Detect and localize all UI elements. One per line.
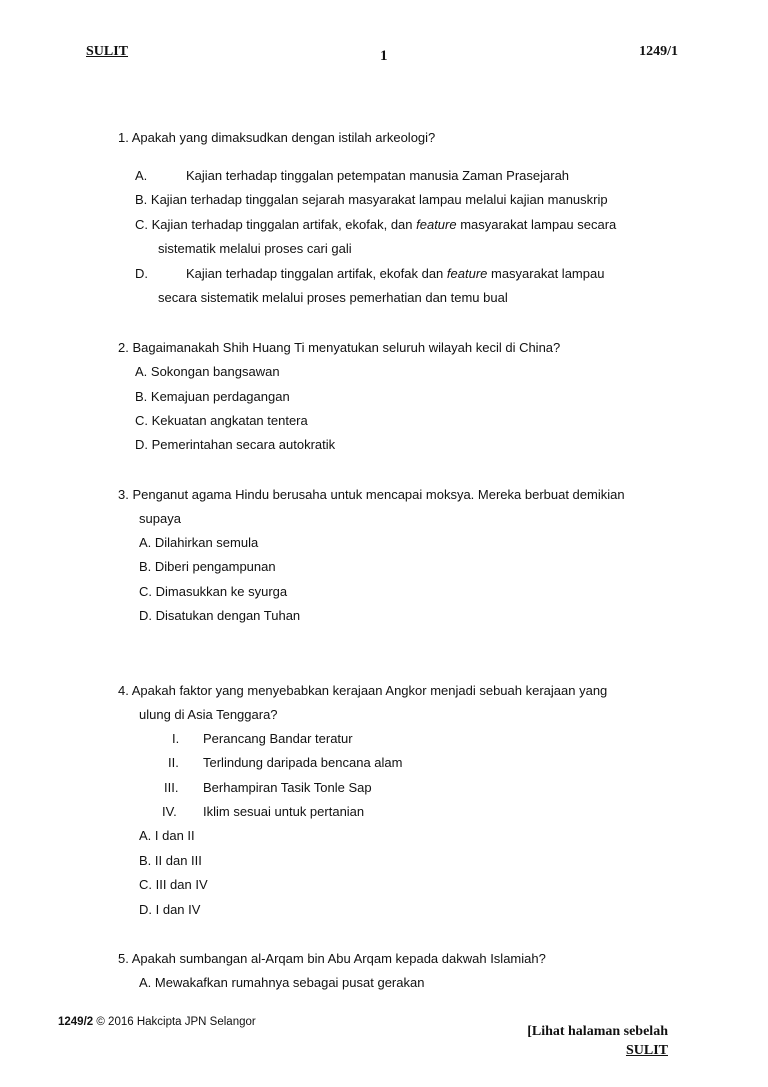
q4-statement-3-num: III. (164, 780, 179, 795)
q4-option-c: C. III dan IV (139, 877, 208, 892)
footer-next-page (527, 1022, 668, 1060)
q4-stem: 4. Apakah faktor yang menyebabkan kerajaan Angkor menjadi sebuah kerajaan yang (118, 683, 608, 698)
q4-statement-2: Terlindung daripada bencana alam (203, 755, 403, 770)
q4-stem-cont: ulung di Asia Tenggara? (139, 707, 278, 722)
q4-statement-1: Perancang Bandar teratur (203, 731, 353, 746)
q1-option-d-cont: secara sistematik melalui proses pemerhatian dan temu bual (158, 290, 508, 305)
q3-stem: 3. Penganut agama Hindu berusaha untuk mencapai moksya. Mereka berbuat demikian (118, 487, 625, 502)
q4-statement-4-num: IV. (162, 804, 177, 819)
q3-stem-cont: supaya (139, 511, 181, 526)
footer-classification: SULIT (625, 1043, 668, 1058)
q3-option-c: C. Dimasukkan ke syurga (139, 584, 288, 599)
q4-option-d: D. I dan IV (139, 902, 201, 917)
header-classification: SULIT (86, 44, 129, 59)
q2-stem: 2. Bagaimanakah Shih Huang Ti menyatukan seluruh wilayah kecil di China? (118, 340, 561, 355)
q1-option-a-label: A. (135, 168, 148, 183)
q1-option-b: B. Kajian terhadap tinggalan sejarah masyarakat lampau melalui kajian manuskrip (135, 192, 608, 207)
q2-option-d: D. Pemerintahan secara autokratik (135, 437, 336, 452)
q4-statement-1-num: I. (172, 731, 180, 746)
next-page-note: [Lihat halaman sebelah (527, 1024, 668, 1039)
q1-stem: 1. Apakah yang dimaksudkan dengan istilah arkeologi? (118, 130, 436, 145)
q1-option-d: Kajian terhadap tinggalan artifak, ekofak dan feature masyarakat lampau (186, 266, 605, 281)
q4-option-a: A. I dan II (139, 828, 195, 843)
q5-stem: 5. Apakah sumbangan al-Arqam bin Abu Arqam kepada dakwah Islamiah? (118, 951, 546, 966)
q1-option-a-text: Kajian terhadap tinggalan petempatan manusia Zaman Prasejarah (186, 168, 570, 183)
q2-option-c: C. Kekuatan angkatan tentera (135, 413, 308, 428)
q1-option-c: C. Kajian terhadap tinggalan artifak, ekofak, dan feature masyarakat lampau secara (135, 217, 617, 232)
q4-statement-3: Berhampiran Tasik Tonle Sap (203, 780, 372, 795)
q5-option-a: A. Mewakafkan rumahnya sebagai pusat gerakan (139, 975, 425, 990)
footer-copyright: 1249/2 © 2016 Hakcipta JPN Selangor (58, 1016, 256, 1028)
q3-option-d: D. Disatukan dengan Tuhan (139, 608, 301, 623)
page-number: 1 (380, 48, 388, 64)
q4-statement-4: Iklim sesuai untuk pertanian (203, 804, 365, 819)
q1-option-d-label: D. (135, 266, 148, 281)
q3-option-a: A. Dilahirkan semula (139, 535, 259, 550)
q3-option-b: B. Diberi pengampunan (139, 559, 276, 574)
q4-statement-2-num: II. (168, 755, 179, 770)
q4-option-b: B. II dan III (139, 853, 202, 868)
q1-option-c-cont: sistematik melalui proses cari gali (158, 241, 352, 256)
q2-option-b: B. Kemajuan perdagangan (135, 389, 290, 404)
paper-code: 1249/1 (639, 44, 678, 59)
q2-option-a: A. Sokongan bangsawan (135, 364, 280, 379)
